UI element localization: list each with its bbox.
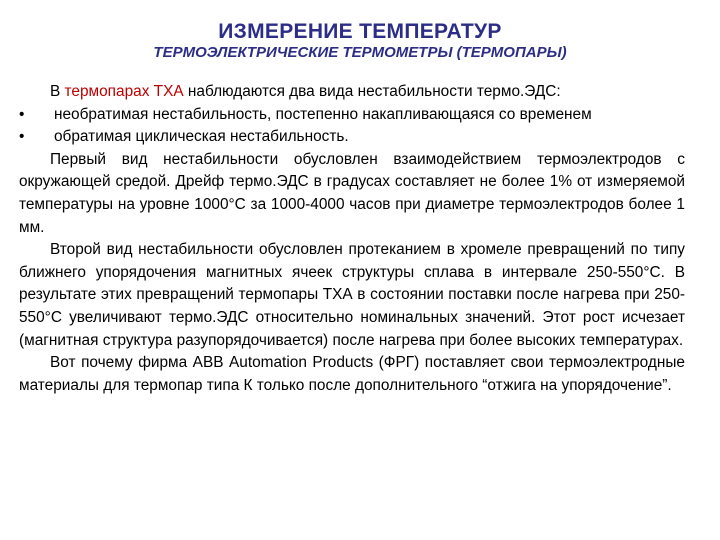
slide-body [19,81,685,397]
intro-text-before: В [50,83,65,100]
intro-line [19,81,685,104]
paragraph-abb-note: Вот почему фирма АВВ Automation Products (ФРГ) поставляет свои термоэлектродные материалы для термопар типа К только после дополнительного “отжига на упорядочение”. [19,354,685,394]
paragraph-first-instability: Первый вид нестабильности обусловлен взаимодействием термоэлектродов с окружающей средой. Дрейф термо.ЭДС в градусах составляет не более 1% от измеряемой температуры на уровне 1000°С за 1000-4000 часов при диаметре термоэлектродов более 1 мм. [19,150,685,236]
intro-highlight: термопарах ТХА [64,83,184,100]
intro-text-after: наблюдаются два вида нестабильности термо.ЭДС: [183,83,561,100]
paragraphs [19,149,685,398]
bullet-text: обратимая циклическая нестабильность. [54,128,349,146]
bullet-item [19,126,685,149]
paragraph-second-instability: Второй вид нестабильности обусловлен протеканием в хромеле превращений по типу ближнего упорядочения магнитных ячеек структуры сплава в интервале 250-550°С. В результате этих превращений термопары ТХА в состоянии поставки после нагрева при 250-550°С увеличивают термо.ЭДС относительно номинальных значений. Этот рост исчезает (магнитная структура разупорядочивается) после нагрева при более высоких температурах. [19,241,685,349]
bullet-text: необратимая нестабильность, постепенно накапливающаяся со временем [54,105,592,123]
slide-subtitle: ТЕРМОЭЛЕКТРИЧЕСКИЕ ТЕРМОМЕТРЫ (ТЕРМОПАРЫ) [153,44,567,61]
bullet-item [19,104,685,127]
bullet-marker: • [19,128,25,146]
bullet-marker: • [19,105,25,123]
slide-title: ИЗМЕРЕНИЕ ТЕМПЕРАТУР [218,20,502,43]
